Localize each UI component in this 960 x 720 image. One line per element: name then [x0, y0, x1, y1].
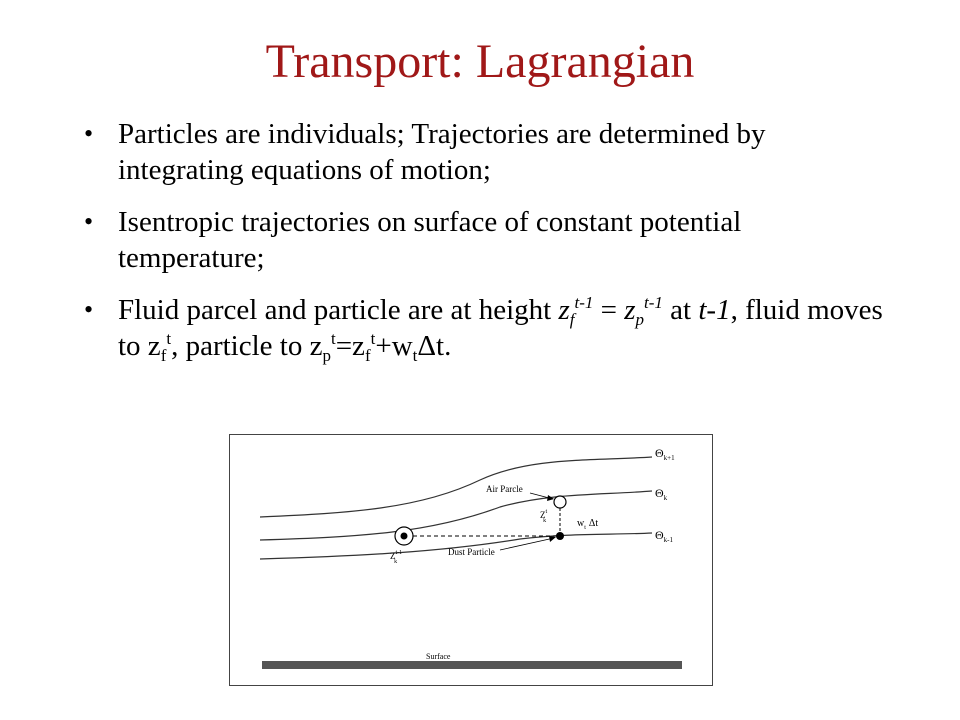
w-dt-label: $w_t$ Δt [577, 518, 599, 531]
bullet-text: Particles are individuals; Trajectories are determined by integrating equations of motion; [118, 118, 766, 186]
bullet-item-3 [84, 292, 884, 364]
air-parcel-label: Air Parcle [486, 484, 523, 494]
isentrope-k [260, 491, 652, 540]
theta-k-minus-1-label: $\Theta_{k-1}$ [655, 528, 674, 544]
dust-particle-arrowhead [549, 536, 556, 542]
slide-title: Transport: Lagrangian [265, 35, 695, 88]
bullet-item-1 [84, 116, 884, 188]
bullet-list [84, 116, 884, 380]
z-t-minus-1-label: $Z^{t-1}$ k [390, 550, 403, 565]
bullet-dot: • [84, 295, 94, 324]
theta-k-label: $\Theta_k$ [655, 486, 668, 502]
bullet-text: Fluid parcel and particle are at height $z_f^{t-1} = z_p^{t-1}$ at t-1, fluid moves to $z_f^t$, particle to $z_p^t=z_f^t+w_t\Delta t$. [118, 293, 883, 365]
bullet-item-2 [84, 204, 884, 276]
air-parcel-marker [554, 496, 566, 508]
trajectory-diagram [230, 435, 714, 687]
dust-particle-arrow [500, 538, 554, 550]
bullet-text: Isentropic trajectories on surface of constant potential temperature; [118, 206, 742, 274]
surface-label: Surface [426, 652, 451, 661]
z-t-label: $Z^t$ k [540, 509, 548, 524]
air-parcel-arrowhead [547, 495, 554, 501]
theta-k-plus-1-label: $\Theta_{k+1}$ [655, 446, 675, 462]
dust-particle-dot [556, 532, 564, 540]
dust-particle-label: Dust Particle [448, 547, 495, 557]
trajectory-figure [229, 434, 713, 686]
initial-particle-dot [401, 533, 408, 540]
bullet-dot: • [84, 207, 94, 236]
surface-bar [262, 661, 682, 669]
bullet-dot: • [84, 119, 94, 148]
isentrope-k-plus-1 [260, 457, 652, 517]
